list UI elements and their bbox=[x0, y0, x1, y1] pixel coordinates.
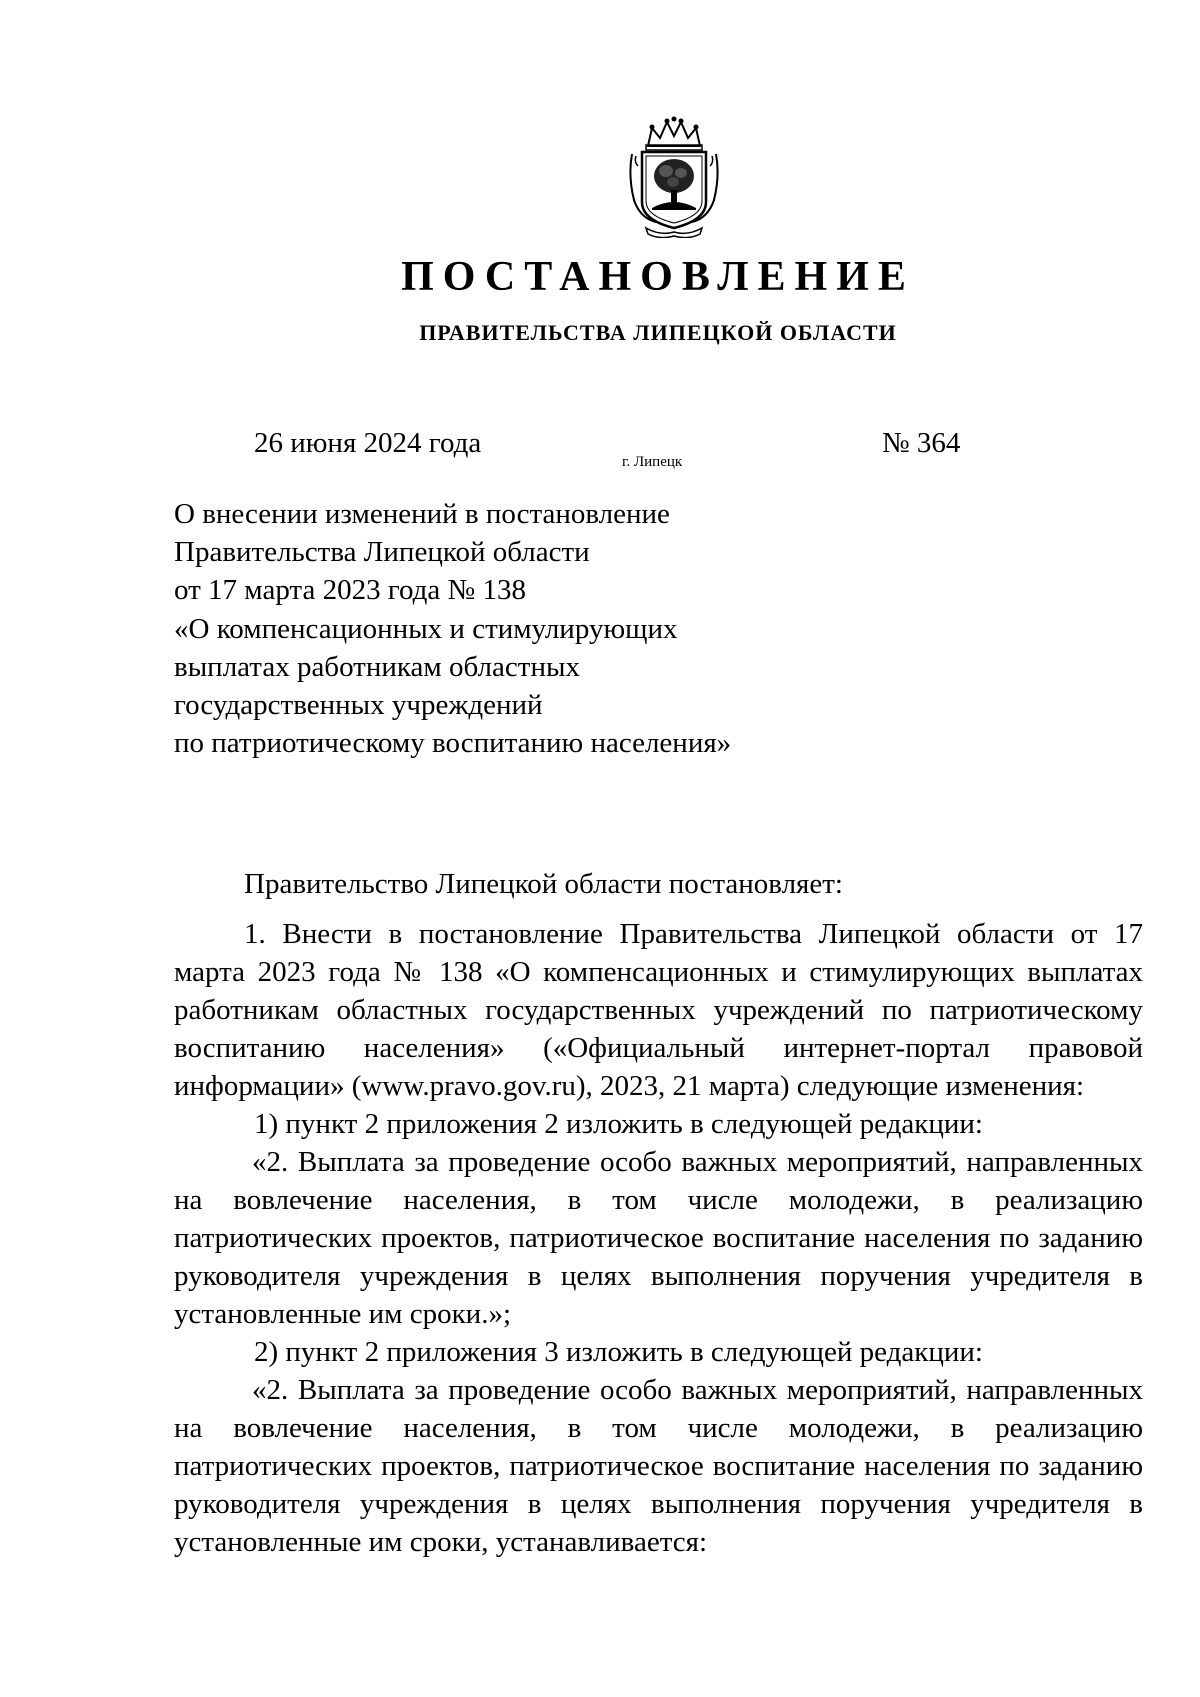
resolution-intro: Правительство Липецкой области постановляет: bbox=[244, 868, 843, 900]
title-line: от 17 марта 2023 года № 138 bbox=[174, 574, 526, 607]
document-body bbox=[174, 865, 1143, 1561]
body-paragraph: 1) пункт 2 приложения 2 изложить в следующей редакции: bbox=[254, 1108, 983, 1140]
body-paragraph: «2. Выплата за проведение особо важных мероприятий, направленных на вовлечение населения, в том числе молодежи, в реализацию патриотических проектов, патриотическое воспитание населения по заданию руководителя учреждения в целях выполнения поручения учредителя в установленные им сроки.»; bbox=[174, 1146, 1143, 1330]
body-paragraph: «2. Выплата за проведение особо важных мероприятий, направленных на вовлечение населения, в том числе молодежи, в реализацию патриотических проектов, патриотическое воспитание населения по заданию руководителя учреждения в целях выполнения поручения учредителя в установленные им сроки, устанавливается: bbox=[174, 1374, 1143, 1558]
document-title bbox=[174, 495, 874, 762]
title-line: по патриотическому воспитанию населения» bbox=[174, 727, 732, 760]
coat-of-arms-icon bbox=[626, 116, 722, 238]
body-paragraph: 1. Внести в постановление Правительства Липецкой области от 17 марта 2023 года № 138 «О компенсационных и стимулирующих выплатах работникам областных государственных учреждений по патриотическому воспитанию населения» («Официальный интернет-портал правовой информации» (www.pravo.gov.ru), 2023, 21 марта) следующие изменения: bbox=[174, 918, 1143, 1102]
document-type-heading: ПОСТАНОВЛЕНИЕ bbox=[401, 254, 915, 300]
title-line: государственных учреждений bbox=[174, 689, 543, 722]
document-number: № 364 bbox=[882, 427, 961, 459]
document-city: г. Липецк bbox=[622, 454, 683, 470]
body-paragraph: 2) пункт 2 приложения 3 изложить в следующей редакции: bbox=[254, 1336, 983, 1368]
issuer-heading: ПРАВИТЕЛЬСТВА ЛИПЕЦКОЙ ОБЛАСТИ bbox=[419, 320, 897, 345]
title-line: О внесении изменений в постановление bbox=[174, 498, 670, 530]
title-line: «О компенсационных и стимулирующих bbox=[174, 612, 678, 645]
title-line: выплатах работникам областных bbox=[174, 650, 580, 683]
title-line: Правительства Липецкой области bbox=[174, 536, 590, 569]
document-date: 26 июня 2024 года bbox=[254, 427, 482, 459]
